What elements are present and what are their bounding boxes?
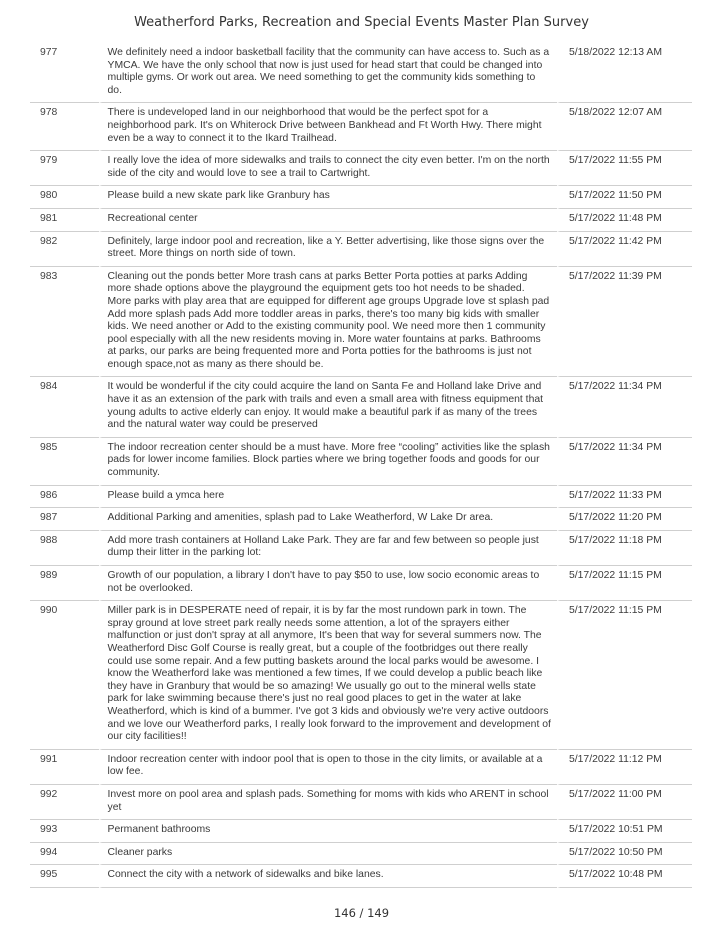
response-date: 5/17/2022 11:18 PM: [557, 531, 692, 566]
response-date: 5/17/2022 11:34 PM: [557, 438, 692, 486]
response-number: 980: [30, 186, 99, 209]
response-number: 987: [30, 508, 99, 531]
page-number: 146 / 149: [333, 906, 390, 920]
response-text: Permanent bathrooms: [99, 820, 557, 843]
table-row: [30, 151, 692, 186]
table-row: [30, 438, 692, 486]
response-text: Cleaner parks: [99, 843, 557, 866]
table-row: [30, 377, 692, 437]
response-number: 978: [30, 103, 99, 151]
table-row: [30, 531, 692, 566]
response-number: 979: [30, 151, 99, 186]
table-row: [30, 843, 692, 866]
response-date: 5/17/2022 11:48 PM: [557, 209, 692, 232]
response-date: 5/17/2022 11:55 PM: [557, 151, 692, 186]
table-row: [30, 232, 692, 267]
table-row: [30, 820, 692, 843]
response-number: 991: [30, 750, 99, 785]
response-text: Add more trash containers at Holland Lake Park. They are far and few between so people just dump their litter in the parking lot:: [99, 531, 557, 566]
responses-table-body: [30, 43, 692, 888]
page-title: Weatherford Parks, Recreation and Special Events Master Plan Survey: [134, 15, 589, 30]
response-text: It would be wonderful if the city could acquire the land on Santa Fe and Holland lake Drive and have it as an extension of the park with trails and even a small area with fitness equipment that young adults to active elderly can enjoy. It would make a beautiful park if as many of the trees and the natural water way could be preserved: [99, 377, 557, 437]
response-date: 5/17/2022 11:15 PM: [557, 566, 692, 601]
table-row: [30, 186, 692, 209]
table-row: [30, 103, 692, 151]
response-date: 5/17/2022 10:50 PM: [557, 843, 692, 866]
table-row: [30, 267, 692, 378]
response-text: Growth of our population, a library I don't have to pay $50 to use, low socio economic areas to not be overlooked.: [99, 566, 557, 601]
response-number: 984: [30, 377, 99, 437]
response-number: 977: [30, 43, 99, 103]
response-date: 5/17/2022 11:33 PM: [557, 486, 692, 509]
response-date: 5/17/2022 11:39 PM: [557, 267, 692, 378]
response-date: 5/18/2022 12:13 AM: [557, 43, 692, 103]
response-text: Invest more on pool area and splash pads. Something for moms with kids who ARENT in school yet: [99, 785, 557, 820]
response-text: Cleaning out the ponds better More trash cans at parks Better Porta potties at parks Adding more shade options above the playground the equipment gets too hot needs to be shaded. More parks with play area that are equipped for different age groups Upgrade love st splash pad Add more splash pads Add more toddler areas in parks, there's too many big kids with smaller kids. We need another or Add to the existing community pool. We need more then 1 community pool especially with all the new residents moving in. More water fountains at parks. Bathrooms at parks, our parks are being frequented more and Porta potties for the bathrooms is just not enough space,not as many as there should be.: [99, 267, 557, 378]
response-number: 988: [30, 531, 99, 566]
table-row: [30, 508, 692, 531]
response-text: Recreational center: [99, 209, 557, 232]
response-date: 5/17/2022 10:48 PM: [557, 865, 692, 888]
response-date: 5/17/2022 11:15 PM: [557, 601, 692, 750]
response-number: 992: [30, 785, 99, 820]
response-number: 986: [30, 486, 99, 509]
response-number: 985: [30, 438, 99, 486]
response-text: Please build a ymca here: [99, 486, 557, 509]
response-number: 995: [30, 865, 99, 888]
response-date: 5/17/2022 11:34 PM: [557, 377, 692, 437]
response-number: 983: [30, 267, 99, 378]
response-text: Indoor recreation center with indoor pool that is open to those in the city limits, or available at a low fee.: [99, 750, 557, 785]
table-row: [30, 486, 692, 509]
response-number: 990: [30, 601, 99, 750]
response-text: Miller park is in DESPERATE need of repair, it is by far the most rundown park in town. The spray ground at love street park really needs some attention, a lot of the sprayers either malfunction or just don't spray at all anymore, It's been that way for several summers now. The Weatherford Disc Golf Course is really great, but a couple of the footbridges out there really could use some repair. And a few putting baskets around the local parks would be awesome. I know the Weatherford lake was mentioned a few times, If we could develop a public beach like they have in Granbury that would be so amazing! We usually go out to the mineral wells state park for lake swimming because there's just no real good places to get in the water at lake Weatherford, which is kind of a bummer. I've got 3 kids and obviously we're very active outdoors and we love our Weatherford parks, I really look forward to the improvement and development of our city facilities!!: [99, 601, 557, 750]
responses-table: [30, 43, 692, 888]
response-date: 5/17/2022 11:20 PM: [557, 508, 692, 531]
response-text: Please build a new skate park like Granbury has: [99, 186, 557, 209]
response-number: 994: [30, 843, 99, 866]
response-date: 5/17/2022 10:51 PM: [557, 820, 692, 843]
table-row: [30, 785, 692, 820]
response-number: 982: [30, 232, 99, 267]
response-date: 5/17/2022 11:42 PM: [557, 232, 692, 267]
response-text: Additional Parking and amenities, splash pad to Lake Weatherford, W Lake Dr area.: [99, 508, 557, 531]
response-date: 5/18/2022 12:07 AM: [557, 103, 692, 151]
response-date: 5/17/2022 11:12 PM: [557, 750, 692, 785]
response-date: 5/17/2022 11:00 PM: [557, 785, 692, 820]
response-date: 5/17/2022 11:50 PM: [557, 186, 692, 209]
response-number: 989: [30, 566, 99, 601]
response-text: I really love the idea of more sidewalks and trails to connect the city even better. I'm on the north side of the city and would love to see a trail to Cartwright.: [99, 151, 557, 186]
table-row: [30, 566, 692, 601]
table-row: [30, 750, 692, 785]
response-text: There is undeveloped land in our neighborhood that would be the perfect spot for a neighborhood park. It's on Whiterock Drive between Bankhead and Ft Worth Hwy. There might even be a way to connect it to the Ikard Trailhead.: [99, 103, 557, 151]
response-text: Definitely, large indoor pool and recreation, like a Y. Better advertising, like those signs over the street. More things on north side of town.: [99, 232, 557, 267]
table-row: [30, 43, 692, 103]
response-number: 993: [30, 820, 99, 843]
response-text: Connect the city with a network of sidewalks and bike lanes.: [99, 865, 557, 888]
response-number: 981: [30, 209, 99, 232]
table-row: [30, 209, 692, 232]
response-text: The indoor recreation center should be a must have. More free “cooling” activities like the splash pads for lower income families. Block parties where we bring together foods and goods for our community.: [99, 438, 557, 486]
response-text: We definitely need a indoor basketball facility that the community can have access to. Such as a YMCA. We have the only school that now is just used for head start that could be changed into multiple gyms. Or work out area. We need something to get the community kids something to do.: [99, 43, 557, 103]
table-row: [30, 601, 692, 750]
table-row: [30, 865, 692, 888]
